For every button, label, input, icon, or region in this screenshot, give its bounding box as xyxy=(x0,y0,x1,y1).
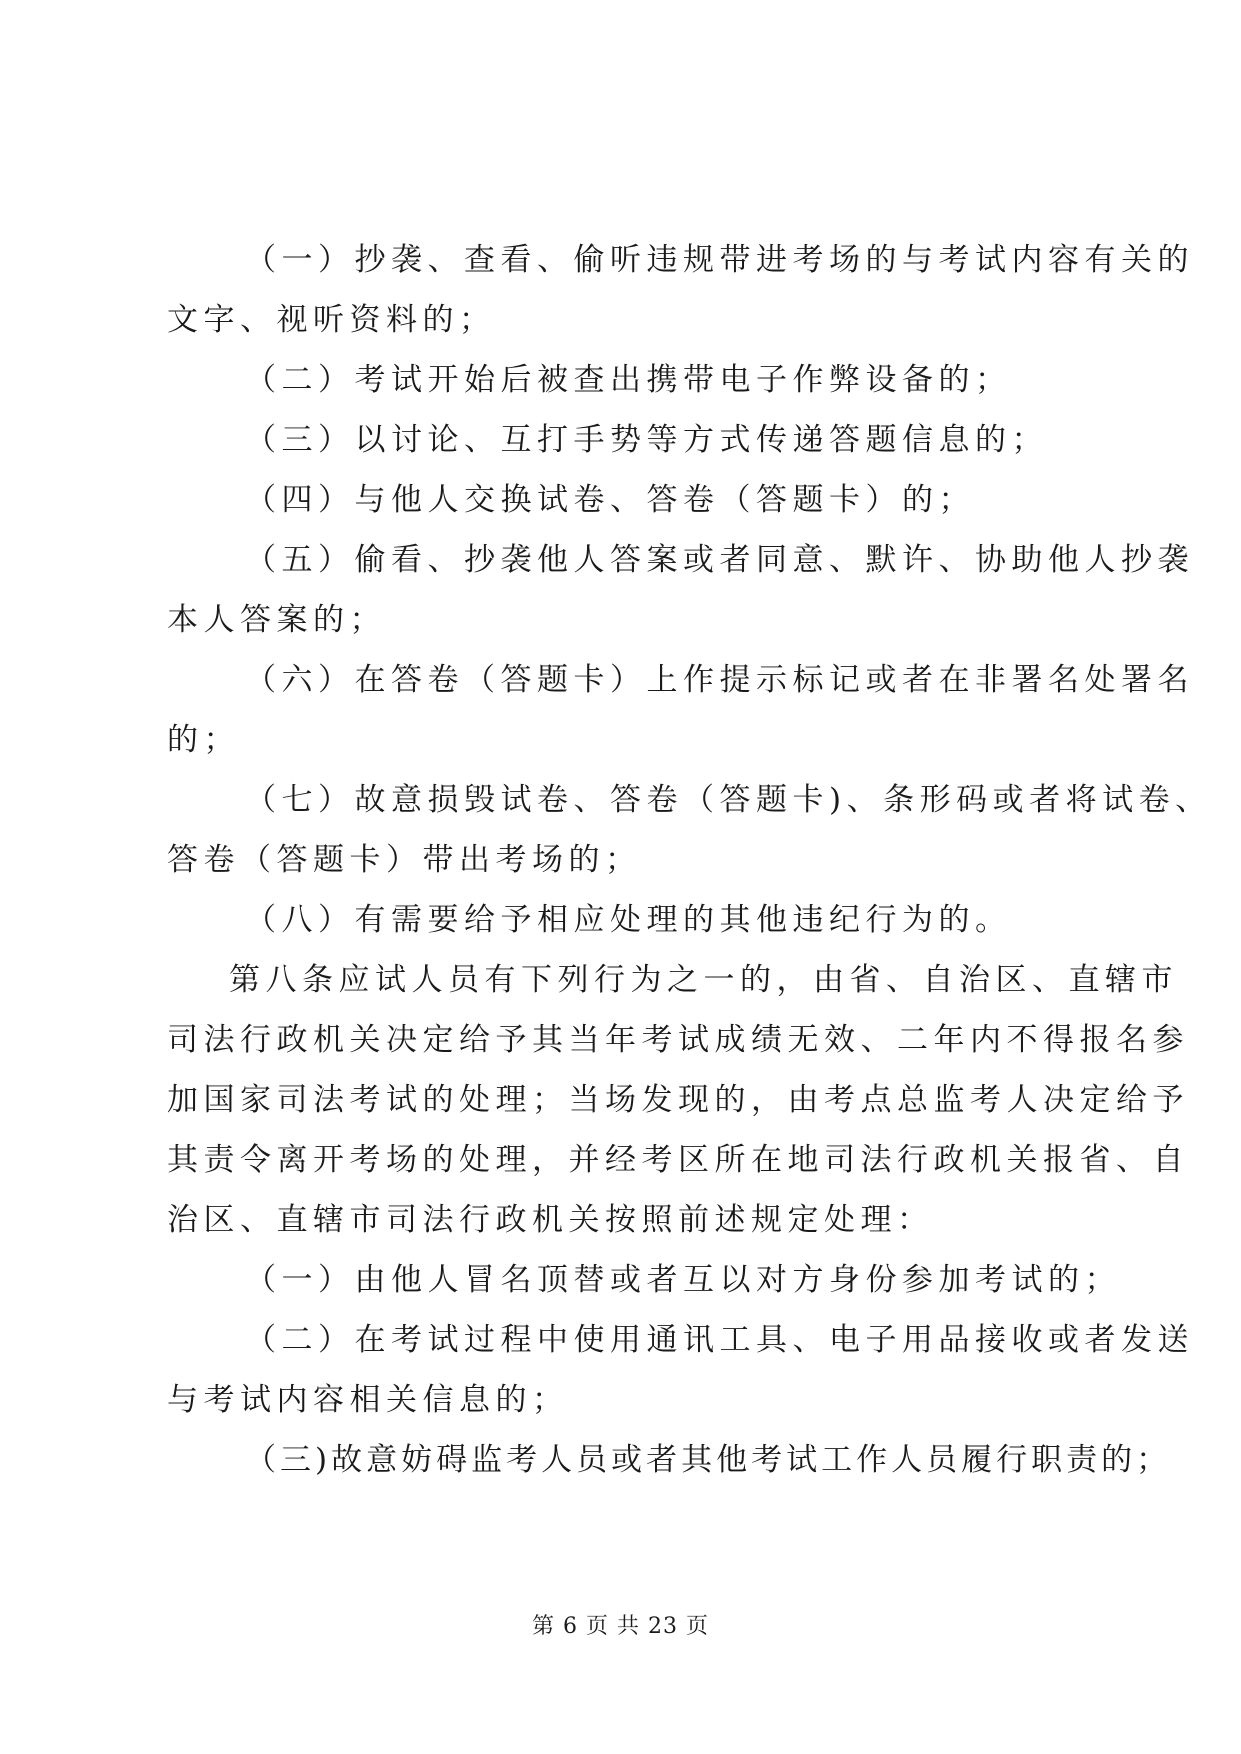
list-item-8: （八）有需要给予相应处理的其他违纪行为的。 xyxy=(245,902,1012,938)
article-8-item-2-continuation: 与考试内容相关信息的； xyxy=(167,1382,569,1418)
list-item-2: （二）考试开始后被查出携带电子作弊设备的； xyxy=(245,362,1012,398)
list-item-3: （三）以讨论、互打手势等方式传递答题信息的； xyxy=(245,422,1048,458)
list-item-7: （七）故意损毁试卷、答卷（答题卡)、条形码或者将试卷、 xyxy=(245,782,1212,818)
list-item-5-continuation: 本人答案的； xyxy=(167,602,386,638)
article-8-item-2: （二）在考试过程中使用通讯工具、电子用品接收或者发送 xyxy=(245,1322,1194,1358)
article-8-paragraph-line-2: 司法行政机关决定给予其当年考试成绩无效、二年内不得报名参 xyxy=(167,1022,1189,1058)
document-body xyxy=(167,230,1212,1490)
list-item-4: （四）与他人交换试卷、答卷（答题卡）的； xyxy=(245,482,975,518)
article-8-paragraph-line-5: 治区、直辖市司法行政机关按照前述规定处理： xyxy=(167,1202,934,1238)
article-8-paragraph-line-3: 加国家司法考试的处理；当场发现的，由考点总监考人决定给予 xyxy=(167,1082,1189,1118)
page-number: 第 6 页 共 23 页 xyxy=(532,1614,709,1639)
article-8-paragraph-line-4: 其责令离开考场的处理，并经考区所在地司法行政机关报省、自 xyxy=(167,1142,1189,1178)
list-item-6-continuation: 的； xyxy=(167,722,240,758)
list-item-6: （六）在答卷（答题卡）上作提示标记或者在非署名处署名 xyxy=(245,662,1194,698)
list-item-1-continuation: 文字、视听资料的； xyxy=(167,302,496,338)
article-8-item-1: （一）由他人冒名顶替或者互以对方身份参加考试的； xyxy=(245,1262,1121,1298)
article-8-item-3: （三)故意妨碍监考人员或者其他考试工作人员履行职责的； xyxy=(245,1442,1172,1478)
list-item-7-continuation: 答卷（答题卡）带出考场的； xyxy=(167,842,642,878)
list-item-5: （五）偷看、抄袭他人答案或者同意、默许、协助他人抄袭 xyxy=(245,542,1194,578)
list-item-1: （一）抄袭、查看、偷听违规带进考场的与考试内容有关的 xyxy=(245,242,1194,278)
article-8-paragraph: 第八条应试人员有下列行为之一的，由省、自治区、直辖市 xyxy=(229,962,1178,998)
